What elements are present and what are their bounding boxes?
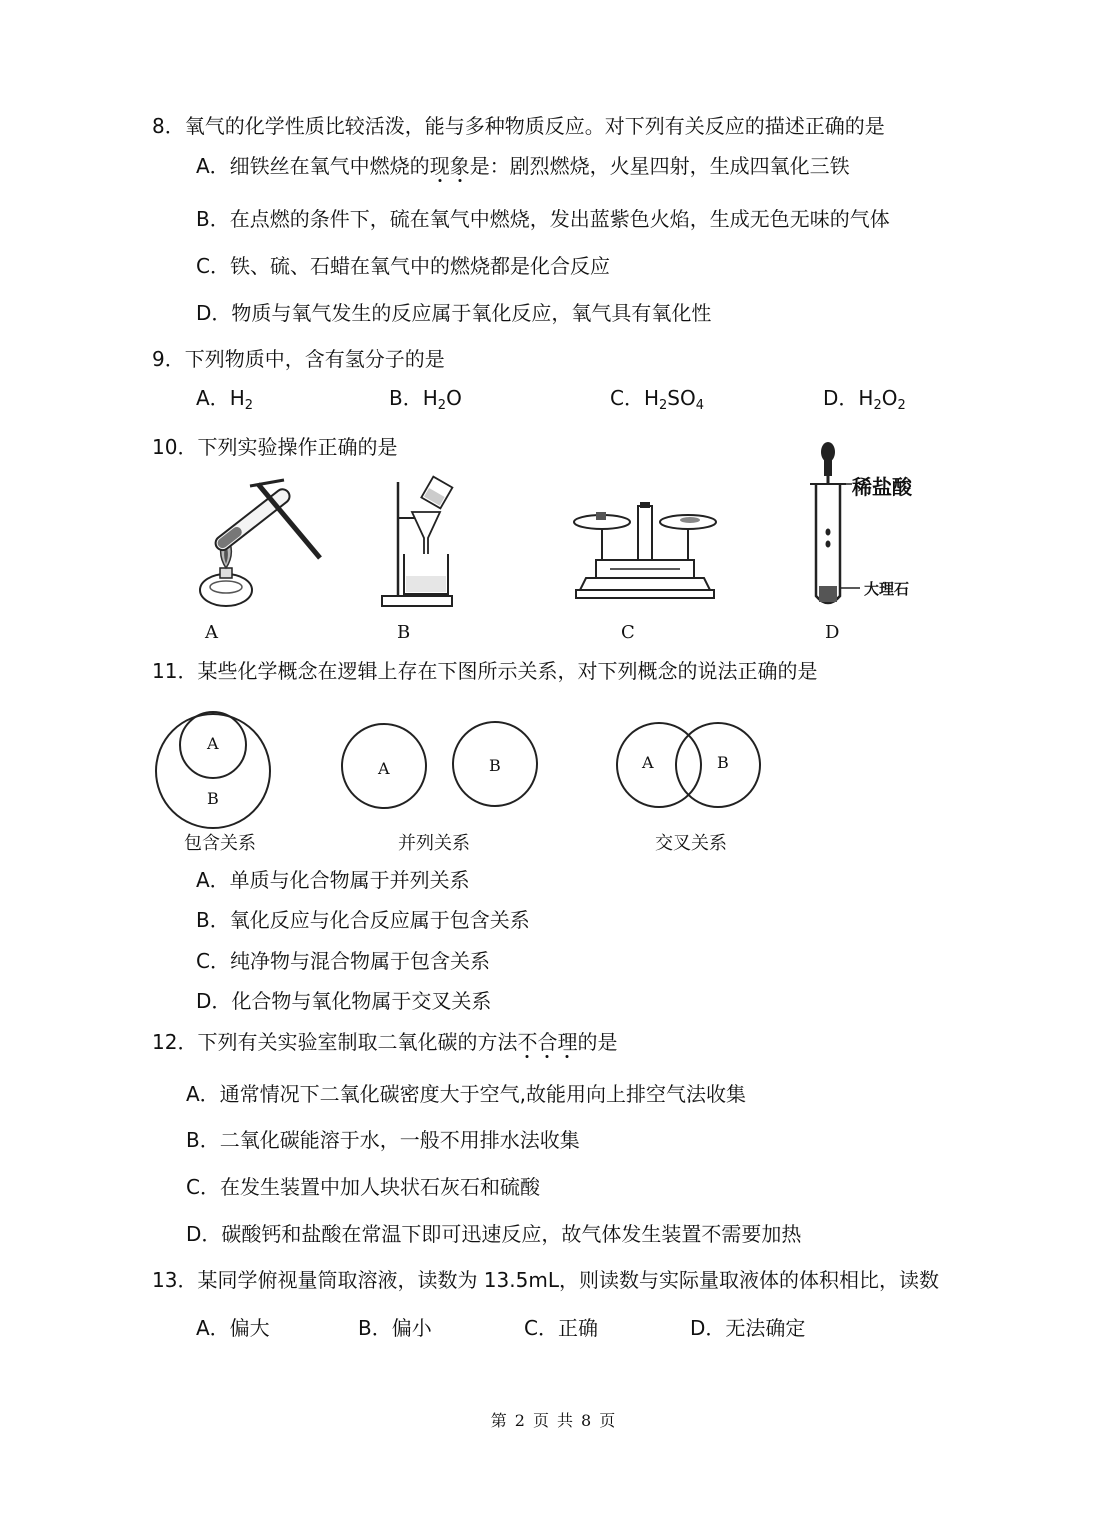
formula-part: H — [422, 386, 438, 410]
emphasis-char: 理 — [557, 1030, 578, 1054]
label-marble: 大理石 — [864, 580, 910, 598]
q12-stem — [152, 1028, 617, 1056]
intersection-label: 交叉关系 — [655, 833, 727, 854]
formula-part: H — [643, 386, 660, 410]
formula-part: H — [229, 386, 245, 410]
q9-option-b — [389, 384, 462, 412]
q11-option-c: C．纯净物与混合物属于包含关系 — [196, 949, 490, 973]
formula-subscript: 2 — [244, 398, 254, 413]
formula-part: O — [881, 386, 898, 410]
formula-subscript: 4 — [695, 398, 705, 413]
q8-option-d: D．物质与氧气发生的反应属于氧化反应，氧气具有氧化性 — [196, 301, 712, 325]
q13-option-b: B．偏小 — [358, 1316, 432, 1340]
inclusion-letter-a: A — [207, 734, 219, 753]
q11-stem: 11．某些化学概念在逻辑上存在下图所示关系，对下列概念的说法正确的是 — [152, 659, 818, 683]
parallel-diagram — [338, 720, 544, 812]
q9-c-prefix: C． — [610, 386, 644, 410]
footer-text: 共 — [557, 1411, 574, 1430]
figure-label-d: D — [825, 622, 840, 643]
inclusion-letter-b: B — [207, 789, 219, 808]
q12-option-a: A．通常情况下二氧化碳密度大于空气,故能用向上排空气法收集 — [186, 1082, 747, 1106]
formula-subscript: 2 — [873, 398, 882, 413]
intersection-letter-a: A — [642, 753, 654, 772]
figure-label-a: A — [205, 622, 218, 643]
q13-option-a: A．偏大 — [196, 1316, 270, 1340]
page-footer — [0, 1410, 1106, 1432]
q12-option-b: B．二氧化碳能溶于水，一般不用排水法收集 — [186, 1128, 580, 1152]
q12-option-d: D．碳酸钙和盐酸在常温下即可迅速反应，故气体发生装置不需要加热 — [186, 1222, 802, 1246]
parallel-letter-b: B — [489, 756, 501, 775]
q8-option-b: B．在点燃的条件下，硫在氧气中燃烧，发出蓝紫色火焰，生成无色无味的气体 — [196, 207, 890, 231]
q13-option-d: D．无法确定 — [690, 1316, 806, 1340]
q9-b-prefix: B． — [389, 386, 423, 410]
formula-subscript: 2 — [437, 398, 447, 413]
figure-label-c: C — [621, 622, 635, 643]
formula-part: H — [858, 386, 874, 410]
page-number: 2 — [514, 1411, 525, 1430]
q11-option-b: B．氧化反应与化合反应属于包含关系 — [196, 908, 530, 932]
formula-subscript: 2 — [659, 398, 668, 413]
q12-option-c: C．在发生装置中加人块状石灰石和硫酸 — [186, 1175, 540, 1199]
inclusion-label: 包含关系 — [184, 833, 256, 854]
emphasis-char: 现 — [429, 154, 450, 178]
q12-stem-text-2: 的是 — [577, 1030, 618, 1054]
q8-option-c: C．铁、硫、石蜡在氧气中的燃烧都是化合反应 — [196, 254, 610, 278]
intersection-letter-b: B — [717, 753, 729, 772]
footer-text: 页 — [599, 1411, 616, 1430]
q11-option-d: D．化合物与氧化物属于交叉关系 — [196, 989, 492, 1013]
inclusion-diagram — [150, 708, 276, 834]
formula-part: SO — [667, 386, 696, 410]
emphasis-char: 象 — [449, 154, 470, 178]
q9-a-prefix: A． — [196, 386, 230, 410]
q10-stem: 10．下列实验操作正确的是 — [152, 435, 398, 459]
footer-text: 第 — [490, 1411, 507, 1430]
emphasis-char: 合 — [537, 1030, 558, 1054]
q13-stem: 13．某同学俯视量筒取溶液，读数为 13.5mL，则读数与实际量取液体的体积相比，读数 — [152, 1268, 939, 1292]
q8-option-a-text-1: A．细铁丝在氧气中燃烧的 — [196, 154, 430, 178]
q13-option-c: C．正确 — [524, 1316, 598, 1340]
formula-subscript: 2 — [897, 398, 906, 413]
q8-option-a — [196, 152, 850, 180]
q9-d-prefix: D． — [823, 386, 859, 410]
intersection-diagram — [614, 718, 764, 812]
total-pages: 8 — [581, 1411, 592, 1430]
figure-label-b: B — [397, 622, 411, 643]
balance-figure — [570, 500, 720, 604]
q8-stem: 8．氧气的化学性质比较活泼，能与多种物质反应。对下列有关反应的描述正确的是 — [152, 114, 885, 138]
heating-test-tube-figure — [188, 472, 328, 612]
q8-option-a-text-2: 是：剧烈燃烧，火星四射，生成四氧化三铁 — [469, 154, 850, 178]
footer-text: 页 — [532, 1411, 549, 1430]
q9-stem: 9．下列物质中，含有氢分子的是 — [152, 347, 445, 371]
q9-option-d — [823, 384, 906, 412]
q9-option-a — [196, 384, 253, 412]
parallel-letter-a: A — [378, 759, 390, 778]
parallel-label: 并列关系 — [398, 833, 470, 854]
formula-part: O — [446, 386, 462, 410]
label-dilute-hcl: 稀盐酸 — [852, 475, 912, 499]
emphasis-char: 不 — [517, 1030, 538, 1054]
filtration-figure — [378, 472, 458, 612]
q11-option-a: A．单质与化合物属于并列关系 — [196, 868, 470, 892]
q12-stem-text-1: 12．下列有关实验室制取二氧化碳的方法 — [152, 1030, 518, 1054]
q9-option-c — [610, 384, 704, 412]
